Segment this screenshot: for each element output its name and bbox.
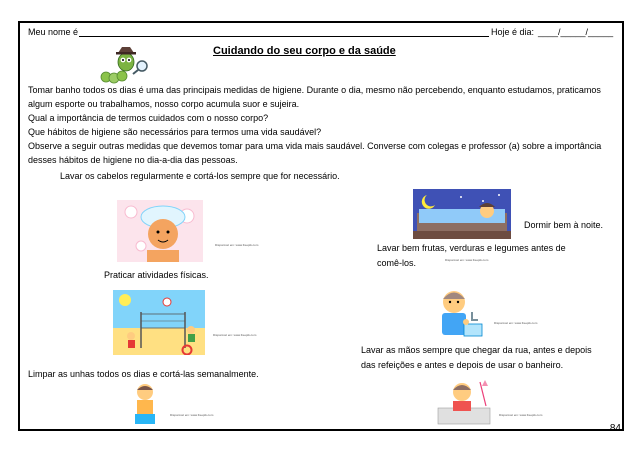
- habit-fruits-text-1: Lavar bem frutas, verduras e legumes antes de: [377, 243, 566, 253]
- caterpillar-magnifier-icon: [98, 44, 150, 86]
- name-label: Meu nome é: [28, 27, 79, 37]
- child-washing-hair-illustration: [117, 200, 203, 262]
- habit-sports-text: Praticar atividades físicas.: [104, 270, 209, 280]
- child-cutting-nails-illustration: [127, 382, 163, 426]
- habit-nails-text: Limpar as unhas todos os dias e cortá-las semanalmente.: [28, 369, 259, 379]
- image-credit-hair: Disponível em: www.freepik.com: [215, 243, 259, 247]
- image-credit-nails: Disponível em: www.freepik.com: [170, 413, 214, 417]
- habit-hands-text-1: Lavar as mãos sempre que chegar da rua, antes e depois: [361, 345, 592, 355]
- page-title: Cuidando do seu corpo e da saúde: [213, 45, 396, 57]
- child-at-sink-illustration: [436, 378, 492, 426]
- paragraph-line-1: Tomar banho todos os dias é uma das principais medidas de higiene. Durante o dia, mesmo não percebendo, enquanto estudamos, praticamos: [28, 85, 601, 95]
- paragraph-line-2: algum esporte ou trabalhamos, nosso corpo acumula suor e sujeira.: [28, 99, 300, 109]
- child-sleeping-illustration: [413, 189, 511, 239]
- paragraph-line-5: Observe a seguir outras medidas que devemos tomar para uma vida mais saudável. Converse com colegas e professor (a) sobre a importância: [28, 141, 602, 151]
- image-credit-sink: Disponível em: www.freepik.com: [499, 413, 543, 417]
- children-playing-volleyball-illustration: [113, 290, 205, 355]
- habit-hands-text-2: das refeições e antes e depois de usar o banheiro.: [361, 360, 564, 370]
- habit-hair-text: Lavar os cabelos regularmente e cortá-los sempre que for necessário.: [60, 171, 340, 181]
- image-credit-sports: Disponível em: www.freepik.com: [213, 333, 257, 337]
- date-blank[interactable]: ____/_____/_____: [538, 27, 614, 37]
- image-credit-hands: Disponível em: www.freepik.com: [494, 321, 538, 325]
- name-blank-line[interactable]: [79, 36, 489, 37]
- question-1: Qual a importância de termos cuidados com o nosso corpo?: [28, 113, 269, 123]
- image-credit-sleep: Disponível em: www.freepik.com: [445, 258, 489, 262]
- question-2: Que hábitos de higiene são necessários para termos uma vida saudável?: [28, 127, 322, 137]
- page-number: 84: [609, 423, 621, 434]
- paragraph-line-6: desses hábitos de higiene no dia-a-dia das pessoas.: [28, 155, 238, 165]
- child-washing-hands-illustration: [432, 288, 488, 340]
- habit-fruits-text-2: comê-los.: [377, 258, 417, 268]
- date-label: Hoje é dia:: [491, 27, 535, 37]
- habit-sleep-text: Dormir bem à noite.: [524, 220, 604, 230]
